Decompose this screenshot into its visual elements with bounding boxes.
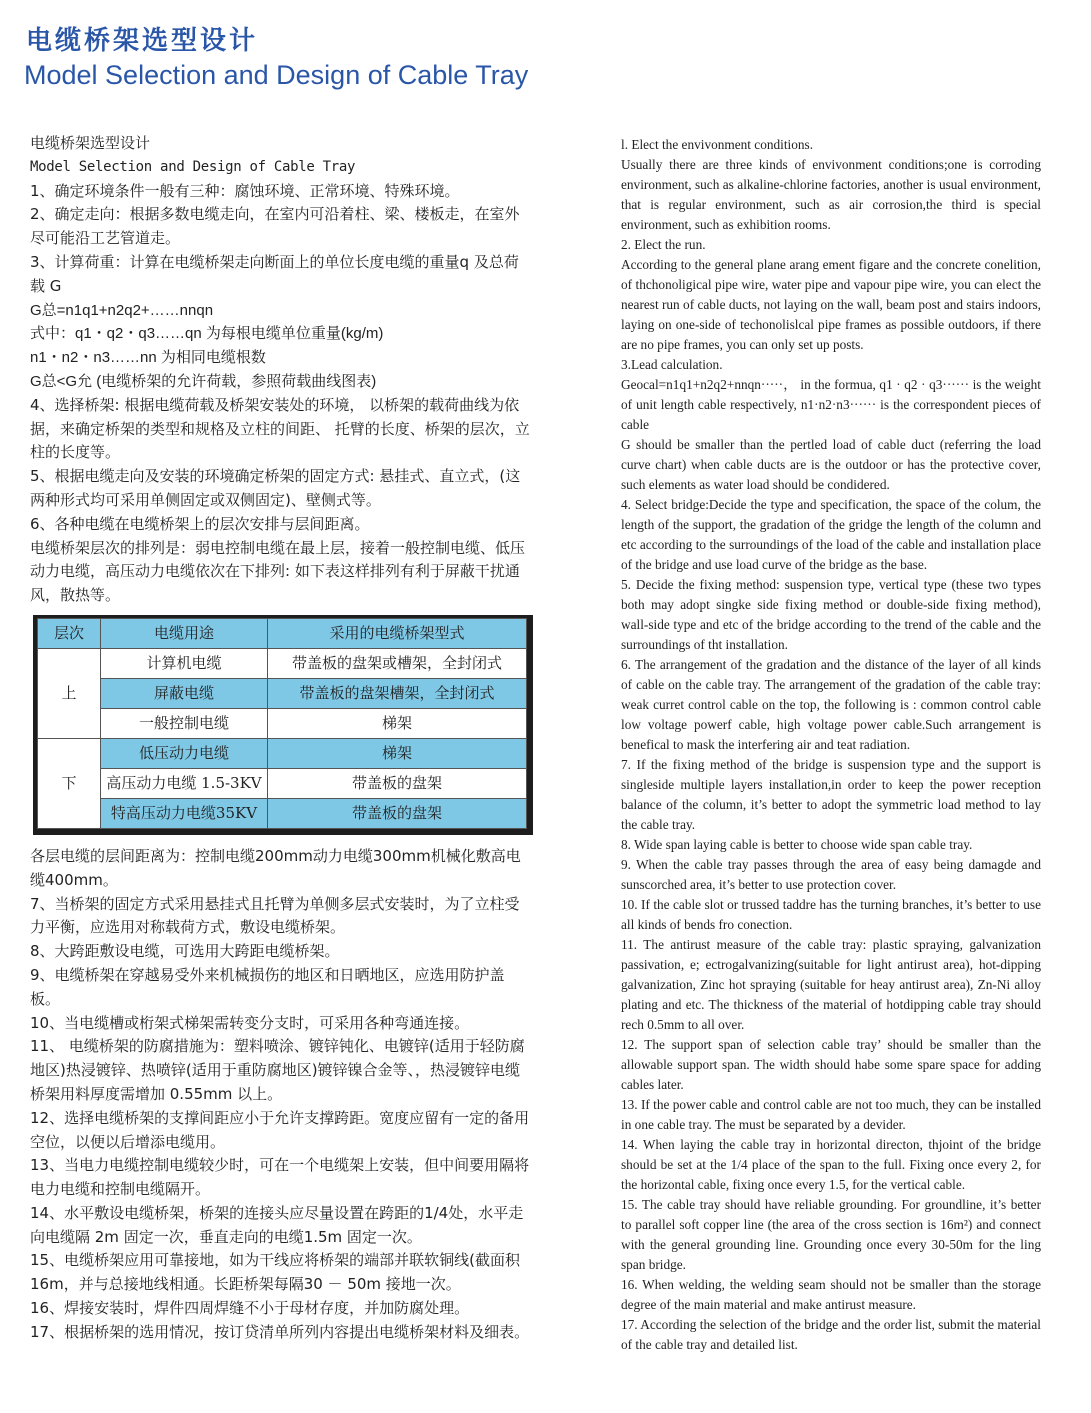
- en-paragraph-6: 6. The arrangement of the gradation and the distance of the layer of all kinds of cable on the cable tray. The arrangement of the gradation of the cable tray: weak curret control cable on the top, the following is : common control cable low voltage powerf cable, high voltage power cable.Such arrangement is benefical to mask the interfering air and teat radiation.: [621, 657, 1041, 752]
- en-paragraph-5: 5. Decide the fixing method: suspension type, vertical type (these two types both may adopt singke side fixing method or double-side fixing method), wall-side type and etc of the bridge according to the trend of the cable and the surroundings of tht installation.: [621, 577, 1041, 652]
- table-cell-type: 带盖板的盘架或槽架，全封闭式: [268, 648, 527, 678]
- en-paragraph-1: Usually there are three kinds of envivonment conditions;one is corroding environment, such as alkaline-chlorine factories, another is usual environment, that is regular environment, such as air corrosion,the third is special environment, such as exhibition rooms.: [621, 157, 1041, 232]
- paragraph-7: 7、当桥架的固定方式采用悬挂式且托臂为单侧多层式安装时，为了立柱受力平衡，应选用对称载荷方式，敷设电缆桥架。: [30, 894, 520, 937]
- table-header-type: 采用的电缆桥架型式: [268, 618, 527, 648]
- en-paragraph-8: 8. Wide span laying cable is better to choose wide span cable tray.: [621, 837, 973, 852]
- paragraph-13: 13、当电力电缆控制电缆较少时，可在一个电缆架上安装，但中间要用隔将电力电缆和控制电缆隔开。: [30, 1156, 530, 1199]
- paragraph-3: 3、计算荷重：计算在电缆桥架走向断面上的单位长度电缆的重量q 及总荷载 G: [30, 252, 519, 295]
- table-row: [38, 768, 527, 798]
- layer-table: [37, 618, 527, 829]
- table-cell-type: 带盖板的盘架: [268, 798, 527, 828]
- table-cell-use: 一般控制电缆: [101, 708, 268, 738]
- en-paragraph-4: 4. Select bridge:Decide the type and specification, the space of the colum, the length of the support, the gradation of the gridge the length of the column and etc according to the surroundings of the load of the cable and installation place of the bridge and use load curve of the bridge as the base.: [621, 497, 1041, 572]
- formula-allowable-load: G总<G允 (电缆桥架的允许荷载，参照荷载曲线图表): [30, 372, 377, 390]
- en-paragraph-16: 16. When welding, the welding seam should not be smaller than the storage degree of the main material and make antirust measure.: [621, 1277, 1041, 1312]
- table-header-use: 电缆用途: [101, 618, 268, 648]
- paragraph-9: 9、电缆桥架在穿越易受外来机械损伤的地区和日晒地区，应选用防护盖板。: [30, 965, 505, 1008]
- section-heading-en: Model Selection and Design of Cable Tray: [30, 158, 356, 175]
- paragraph-14: 14、水平敷设电缆桥架，桥架的连接头应尽量设置在跨距的1/4处，水平走向电缆隔 2m 固定一次，垂直走向的电缆1.5m 固定一次。: [30, 1203, 524, 1246]
- paragraph-layer-distance: 各层电缆的层间距离为：控制电缆200mm动力电缆300mm机械化敷高电缆400mm。: [30, 846, 521, 889]
- en-paragraph-9: 9. When the cable tray passes through the area of easy being damagde and sunscorched area, it’s better to use protection cover.: [621, 857, 1041, 892]
- table-cell-use: 屏蔽电缆: [101, 678, 268, 708]
- paragraph-1: 1、确定环境条件一般有三种：腐蚀环境、正常环境、特殊环境。: [30, 181, 460, 200]
- en-paragraph-17: 17. According the selection of the bridge and the order list, submit the material of the cable tray and detailed list.: [621, 1317, 1041, 1352]
- table-cell-use: 低压动力电缆: [101, 738, 268, 768]
- paragraph-5: 5、根据电缆走向及安装的环境确定桥架的固定方式: 悬挂式、直立式，(这两种形式均可采用单侧固定或双侧固定)、壁侧式等。: [30, 467, 521, 509]
- en-paragraph-15: 15. The cable tray should have reliable grounding. For groundline, it’s better to parallel soft copper line (the area of the cross section is 16m²) and connect with the general grounding line. Grounding once every 30-50m for the ling span bridge.: [621, 1197, 1041, 1272]
- en-paragraph-3b: G should be smaller than the pertled load of cable duct (referring the load curve chart) when cable ducts are is the outdoor or has the protective cover, such elements as water load should be condidered.: [621, 437, 1041, 492]
- paragraph-6b: 电缆桥架层次的排列是：弱电控制电缆在最上层，接着一般控制电缆、低压动力电缆，高压动力电缆依次在下排列: 如下表这样排列有利于屏蔽干扰通风，散热等。: [30, 538, 526, 605]
- table-cell-type: 梯架: [268, 738, 527, 768]
- en-paragraph-11: 11. The antirust measure of the cable tray: plastic spraying, galvanization passivation, e; ectrogalvanizing(suitable for light antirust area), hot-dipping galvanization, Zinc hot spraying (suitable for heay antirust area), Zn-Ni alloy plating and etc. The thickness of the material of hotdipping cable tray should rech 0.5mm to all over.: [621, 937, 1041, 1032]
- table-cell-type: 梯架: [268, 708, 527, 738]
- paragraph-16: 16、焊接安装时，焊件四周焊缝不小于母材存度，并加防腐处理。: [30, 1299, 470, 1318]
- formula-total-load: G总=n1q1+n2q2+……nnqn: [30, 301, 214, 319]
- paragraph-15: 15、电缆桥架应用可靠接地，如为干线应将桥架的端部并联软铜线(截面积 16m，并与总接地线相通。长距桥架每隔30 － 50m 接地一次。: [30, 1251, 520, 1294]
- paragraph-17: 17、根据桥架的选用情况，按订贷清单所列内容提出电缆桥架材料及细表。: [30, 1322, 530, 1341]
- paragraph-2: 2、确定走向：根据多数电缆走向，在室内可沿着柱、梁、楼板走，在室外尽可能沿工艺管道走。: [30, 205, 520, 248]
- en-heading-2: 2. Elect the run.: [621, 237, 706, 252]
- formula-cable-count: n1・n2・n3……nn 为相同电缆根数: [30, 349, 266, 367]
- en-paragraph-3: Geocal=n1q1+n2q2+nnqn·····， in the formua, q1 · q2 · q3······ is the weight of unit length cable respectively, n1·n2·n3······ is the correspondent pieces of cable: [621, 377, 1041, 432]
- paragraph-8: 8、大跨距敷设电缆，可选用大跨距电缆桥架。: [30, 942, 340, 961]
- table-header-layer: 层次: [38, 618, 101, 648]
- table-row: [38, 738, 527, 768]
- paragraph-12: 12、选择电缆桥架的支撑间距应小于允许支撑跨距。宽度应留有一定的备用空位，以便以后增添电缆用。: [30, 1108, 530, 1151]
- table-cell-type: 带盖板的盘架: [268, 768, 527, 798]
- page-title-en: Model Selection and Design of Cable Tray: [24, 60, 529, 90]
- right-column: [621, 135, 1041, 1355]
- paragraph-10: 10、当电缆槽或桁架式梯架需转变分支时，可采用各种弯通连接。: [30, 1013, 470, 1032]
- table-header-row: [38, 618, 527, 648]
- paragraph-11: 11、 电缆桥架的防腐措施为：塑料喷涂、镀锌钝化、电镀锌(适用于轻防腐地区)热浸镀锌、热喷锌(适用于重防腐地区)镀锌镍合金等、，热浸镀锌电缆桥架用料厚度需增加 0.55mm 以上。: [30, 1037, 525, 1103]
- section-heading-cn: 电缆桥架选型设计: [30, 134, 151, 152]
- table-row: [38, 678, 527, 708]
- en-heading-3: 3.Lead calculation.: [621, 357, 723, 372]
- paragraph-6: 6、各种电缆在电缆桥架上的层次安排与层间距离。: [30, 514, 370, 533]
- left-column: [30, 132, 530, 1345]
- en-paragraph-13: 13. If the power cable and control cable are not too much, they can be installed in one cable tray. The must be separated by a devider.: [621, 1097, 1041, 1132]
- layer-top-cell: 上: [38, 648, 101, 738]
- page-title-cn: 电缆桥架选型设计: [26, 26, 259, 56]
- table-cell-use: 特高压动力电缆35KV: [101, 798, 268, 828]
- en-heading-1: l. Elect the envivonment conditions.: [621, 137, 814, 152]
- en-paragraph-10: 10. If the cable slot or trussed taddre has the turning branches, it’s better to use all kinds of bends fro conection.: [621, 897, 1041, 932]
- paragraph-4: 4、选择桥架: 根据电缆荷载及桥架安装处的环境， 以桥架的载荷曲线为依据，来确定桥架的类型和规格及立柱的间距、 托臂的长度、桥架的层次，立柱的长度等。: [30, 395, 530, 462]
- table-row: [38, 798, 527, 828]
- en-paragraph-7: 7. If the fixing method of the bridge is suspension type and the support is singleside multiple layers installation,in order to keep the power reception balance of the column, it’s better to adopt the symmetric load method to lay the cable tray.: [621, 757, 1041, 832]
- en-paragraph-2: According to the general plane arang ement figare and the concrete conelition, of thchonoligical pipe wire, water pipe and vapour pipe wire, you can elect the nearest run of cable ducts, not laying on the wall, beam post and stairs indoors, laying on one-side of techonolislcal pipe frames as possible outdoors, if there are no pipe frames, you can only set up posts.: [621, 257, 1041, 352]
- table-cell-use: 高压动力电缆 1.5-3KV: [101, 768, 268, 798]
- table-row: [38, 708, 527, 738]
- layer-bottom-cell: 下: [38, 738, 101, 828]
- formula-unit-weight: 式中：q1・q2・q3……qn 为每根电缆单位重量(kg/m): [30, 325, 384, 343]
- table-row: [38, 648, 527, 678]
- layer-table-frame: [33, 615, 533, 835]
- table-cell-use: 计算机电缆: [101, 648, 268, 678]
- table-cell-type: 带盖板的盘架槽架，全封闭式: [268, 678, 527, 708]
- en-paragraph-12: 12. The support span of selection cable tray’ should be smaller than the allowable support span. The width should habe some spare space for adding cables later.: [621, 1037, 1041, 1092]
- en-paragraph-14: 14. When laying the cable tray in horizontal directon, thjoint of the bridge should be set at the 1/4 place of the span to the full. Fixing once every 2, for the horizontal cable, fixing once every 1.5, for the vertical cable.: [621, 1137, 1041, 1192]
